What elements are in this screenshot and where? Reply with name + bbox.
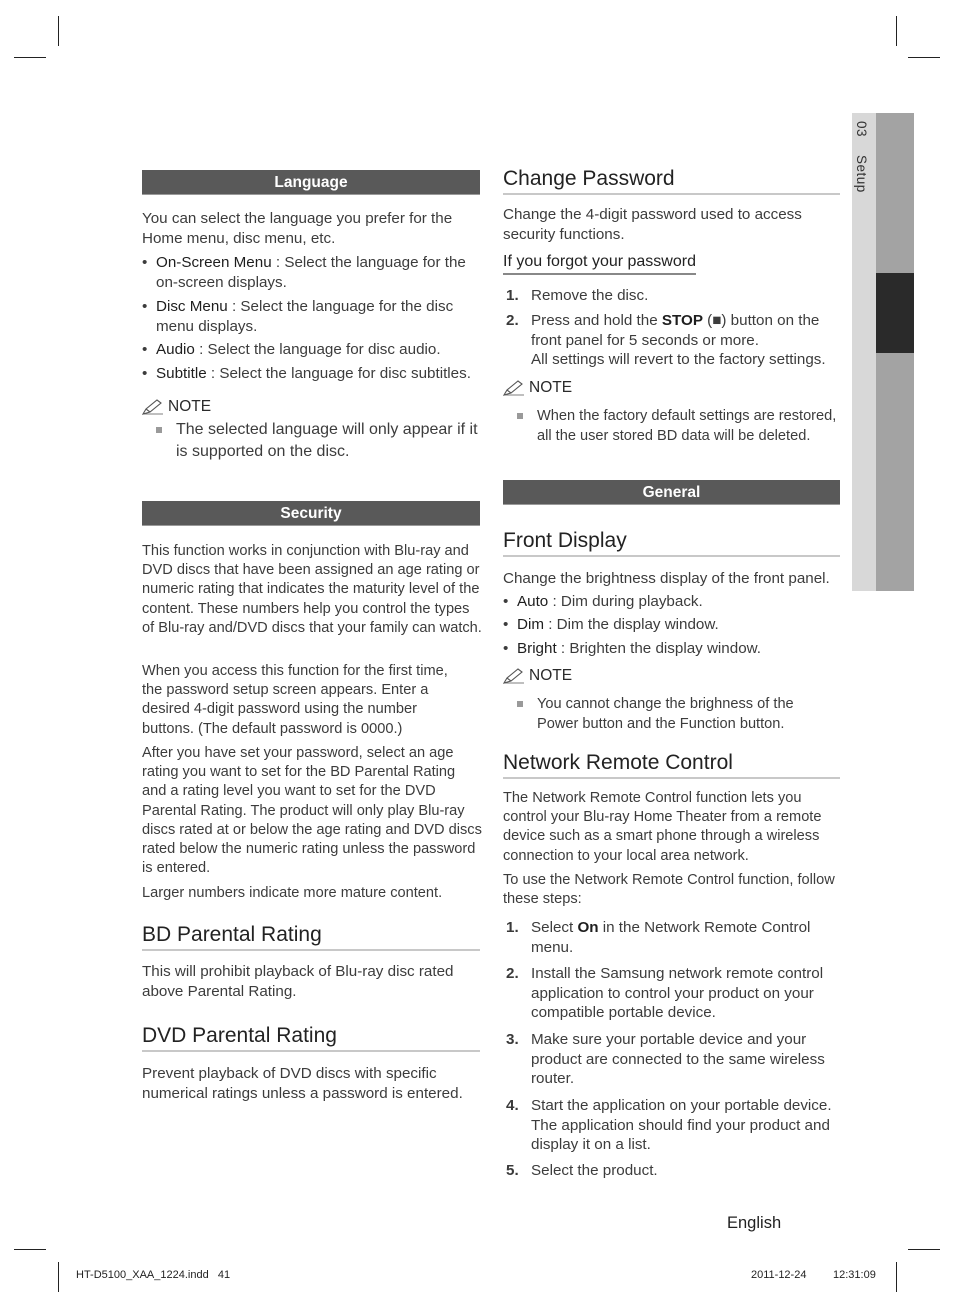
section-heading-front-display: Front Display <box>503 528 840 557</box>
bullet-item <box>142 297 480 337</box>
step-bold: On <box>577 919 599 936</box>
chapter-number: 03 <box>854 121 869 138</box>
crop-mark <box>896 16 897 46</box>
step-number: 4. <box>506 1097 519 1114</box>
bullet-desc: : Brighten the display window. <box>556 640 761 657</box>
bullet-term: Auto <box>517 593 549 610</box>
step-text: Install the Samsung network remote control application to control your product on your compatible portable device. <box>531 965 824 1021</box>
section-heading-network-remote: Network Remote Control <box>503 750 840 779</box>
side-tab-label <box>854 121 869 193</box>
pencil-icon <box>503 668 525 684</box>
crop-mark <box>58 1262 59 1292</box>
bullet-desc: : Select the language for disc subtitles. <box>206 365 471 382</box>
note-title: NOTE <box>529 379 573 396</box>
step-text: Select the product. <box>531 1162 658 1179</box>
numbered-step <box>503 918 823 957</box>
bullet-item <box>142 253 480 293</box>
bullet-desc: : Select the language for disc audio. <box>194 341 441 358</box>
front-display-text: Change the brightness display of the front panel. <box>503 570 830 587</box>
bullet-item <box>142 364 487 384</box>
step-text: Select <box>531 919 578 936</box>
section-heading-bd-parental: BD Parental Rating <box>142 922 480 951</box>
forgot-password-subheading: If you forgot your password <box>503 252 696 275</box>
bullet-dot: • <box>142 298 148 315</box>
bullet-item <box>503 592 840 612</box>
note-item <box>156 419 480 463</box>
dvd-parental-text: Prevent playback of DVD discs with specific numerical ratings unless a password is entered. <box>142 1065 463 1102</box>
bullet-term: Bright <box>517 640 557 657</box>
step-number: 2. <box>506 312 519 329</box>
bullet-dot: • <box>503 593 509 610</box>
square-bullet-icon <box>517 413 523 419</box>
network-remote-instructions: To use the Network Remote Control function, follow these steps: <box>503 872 835 908</box>
bullet-item <box>503 639 840 659</box>
note-text: You cannot change the brighness of the Power button and the Function button. <box>537 696 794 732</box>
bullet-dot: • <box>142 365 148 382</box>
security-paragraph: After you have set your password, select an age rating you want to set for the BD Parental Rating and a rating level you want to set for the DVD Parental Rating. The product will only play Blu-ray discs rated at or below the age rating and DVD discs rated below the numeric rating unless the password is entered. <box>142 745 482 877</box>
note-text: When the factory default settings are restored, all the user stored BD data will be deleted. <box>537 408 837 444</box>
step-number: 1. <box>506 919 519 936</box>
crop-mark <box>14 1249 46 1250</box>
numbered-step <box>503 964 840 1023</box>
note-heading <box>503 666 572 686</box>
bd-parental-text: This will prohibit playback of Blu-ray disc rated above Parental Rating. <box>142 963 454 1000</box>
bullet-dot: • <box>142 341 148 358</box>
crop-mark <box>896 1262 897 1292</box>
numbered-step <box>503 311 840 370</box>
bullet-dot: • <box>503 640 509 657</box>
crop-mark <box>14 57 46 58</box>
note-title: NOTE <box>529 667 573 684</box>
section-bar-language: Language <box>142 170 480 195</box>
note-item <box>517 406 840 446</box>
crop-mark <box>908 57 940 58</box>
bullet-term: Disc Menu <box>156 298 228 315</box>
section-heading-change-password: Change Password <box>503 166 840 195</box>
language-intro: You can select the language you prefer for the Home menu, disc menu, etc. <box>142 210 453 247</box>
footer-file-info: HT-D5100_XAA_1224.indd 41 <box>76 1269 231 1281</box>
crop-mark <box>58 16 59 46</box>
bullet-dot: • <box>503 616 509 633</box>
section-bar-security: Security <box>142 501 480 526</box>
bullet-dot: • <box>142 254 148 271</box>
bullet-desc: : Dim the display window. <box>544 616 719 633</box>
bullet-item <box>503 615 840 635</box>
pencil-icon <box>503 380 525 396</box>
step-text: Remove the disc. <box>531 287 649 304</box>
section-heading-dvd-parental: DVD Parental Rating <box>142 1023 480 1052</box>
change-password-text: Change the 4-digit password used to access security functions. <box>503 206 802 243</box>
crop-mark <box>908 1249 940 1250</box>
note-title: NOTE <box>168 398 212 415</box>
footer-date: 2011-12-24 <box>751 1269 807 1281</box>
bullet-desc: : Dim during playback. <box>548 593 703 610</box>
square-bullet-icon <box>517 701 523 707</box>
bullet-term: Audio <box>156 341 195 358</box>
square-bullet-icon <box>156 427 162 433</box>
step-number: 3. <box>506 1031 519 1048</box>
step-text: Start the application on your portable device. The application should find your product and display it on a list. <box>531 1097 832 1153</box>
chapter-name: Setup <box>854 155 869 194</box>
step-text: in the Network Remote Control menu. <box>531 919 811 956</box>
numbered-step <box>503 1096 843 1155</box>
side-tab-marker <box>876 273 914 353</box>
section-bar-general: General <box>503 480 840 505</box>
note-text: The selected language will only appear if it is supported on the disc. <box>176 421 478 460</box>
bullet-term: On-Screen Menu <box>156 254 272 271</box>
step-number: 2. <box>506 965 519 982</box>
step-number: 1. <box>506 287 519 304</box>
footer-time: 12:31:09 <box>833 1269 876 1281</box>
security-paragraph: When you access this function for the first time, the password setup screen appears. Enter a desired 4-digit password using the number buttons. (The default password is 0000.) <box>142 663 448 737</box>
security-paragraph: This function works in conjunction with Blu-ray and DVD discs that have been assigned an age rating or numeric rating that indicates the maturity level of the content. These numbers help you control the types of Blu-ray and/DVD discs that your family can watch. <box>142 543 482 636</box>
bullet-term: Dim <box>517 616 544 633</box>
chapter-side-tab <box>852 113 914 591</box>
note-item <box>517 694 817 734</box>
step-bold: STOP <box>661 312 703 329</box>
step-text: (■) button on the front panel for 5 seconds or more. <box>531 312 820 349</box>
step-text: Press and hold the <box>531 312 662 329</box>
network-remote-intro: The Network Remote Control function lets you control your Blu-ray Home Theater from a remote device such as a smart phone through a wireless connection to your local area network. <box>503 790 822 864</box>
bullet-desc: : Select the language for the on-screen displays. <box>156 254 466 291</box>
step-text: Make sure your portable device and your product are connected to the same wireless router. <box>531 1031 825 1087</box>
step-extra: All settings will revert to the factory settings. <box>531 351 826 368</box>
note-heading <box>503 378 572 398</box>
pencil-icon <box>142 399 164 415</box>
bullet-term: Subtitle <box>156 365 207 382</box>
note-heading <box>142 397 211 417</box>
bullet-desc: : Select the language for the disc menu displays. <box>156 298 454 335</box>
numbered-step <box>503 1161 840 1181</box>
security-paragraph: Larger numbers indicate more mature content. <box>142 885 443 901</box>
page-language-label: English <box>727 1214 782 1232</box>
step-number: 5. <box>506 1162 519 1179</box>
numbered-step <box>503 286 840 306</box>
numbered-step <box>503 1030 840 1089</box>
bullet-item <box>142 340 480 360</box>
